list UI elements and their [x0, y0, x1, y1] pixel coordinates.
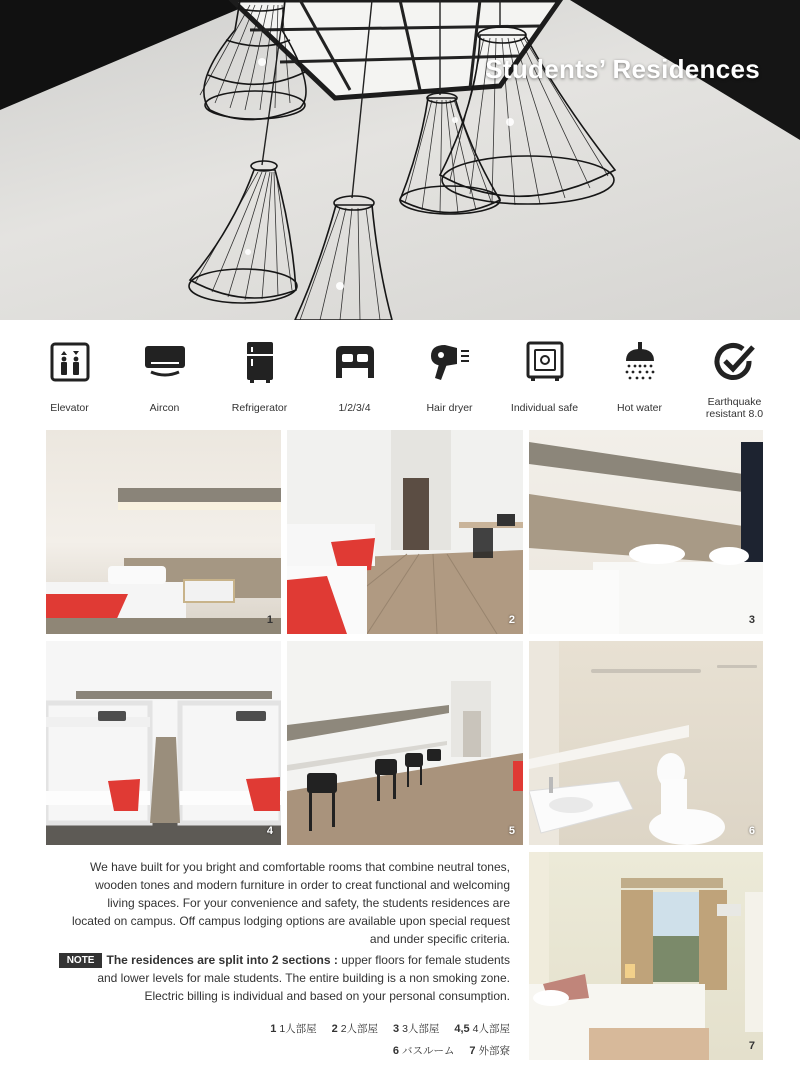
legend-number: 1	[270, 1023, 277, 1035]
amenity-label: Hair dryer	[426, 402, 473, 414]
amenity-label: Hot water	[617, 402, 662, 414]
amenity-label: 1/2/3/4	[338, 402, 371, 414]
room-photo-4	[46, 641, 281, 845]
legend-number: 4,5	[454, 1023, 470, 1035]
amenity-label: Individual safe	[510, 402, 579, 414]
shower-icon	[616, 338, 664, 386]
note-line	[48, 951, 510, 969]
amenity-safe	[497, 338, 592, 422]
legend-text: 1人部屋	[279, 1023, 317, 1035]
amenities-row	[22, 338, 782, 422]
amenity-elevator	[22, 338, 117, 422]
amenity-label: Aircon	[149, 402, 180, 414]
refrigerator-icon	[236, 338, 284, 386]
bed-icon	[331, 338, 379, 386]
photo-number: 4	[266, 825, 273, 837]
room-photo-2	[287, 430, 523, 634]
aircon-icon	[141, 338, 189, 386]
note-line: and lower levels for male students. The entire building is a non smoking zone.	[97, 971, 510, 985]
note-heading: The residences are split into 2 sections :	[106, 953, 338, 967]
photo-number: 1	[266, 614, 273, 626]
photo-number: 6	[748, 825, 755, 837]
elevator-icon	[46, 338, 94, 386]
photo-number: 7	[748, 1040, 755, 1052]
amenity-hot-water	[592, 338, 687, 422]
amenity-refrigerator	[212, 338, 307, 422]
photo-legend-row-1	[180, 1021, 510, 1036]
legend-text: 3人部屋	[402, 1023, 440, 1035]
room-photo-5	[287, 641, 523, 845]
legend-number: 7	[469, 1045, 476, 1057]
legend-text: 外部寮	[478, 1045, 510, 1057]
description-line: wooden tones and modern furniture in order to creat functional and welcoming	[95, 878, 510, 892]
pendant-lamps-illustration	[0, 0, 800, 320]
page-title: Students’ Residences	[485, 54, 760, 84]
room-photo-6	[529, 641, 763, 845]
check-icon	[711, 338, 759, 386]
hero-image	[0, 0, 800, 320]
amenity-aircon	[117, 338, 212, 422]
legend-text: 4人部屋	[472, 1023, 510, 1035]
note-text: upper floors for female students	[337, 953, 510, 967]
amenity-hair-dryer	[402, 338, 497, 422]
description-line: We have built for you bright and comfortable rooms that combine neutral tones,	[89, 860, 510, 874]
description-line: located on campus. Off campus lodging options are available upon special request	[71, 914, 510, 928]
description-paragraph	[48, 858, 510, 948]
photo-number: 5	[508, 825, 515, 837]
amenity-earthquake	[687, 338, 782, 422]
amenity-label: Refrigerator	[231, 402, 288, 414]
photo-legend-row-2	[180, 1043, 510, 1058]
amenity-label: Earthquake resistant 8.0	[705, 396, 764, 420]
legend-number: 2	[331, 1023, 338, 1035]
amenity-label: Elevator	[50, 402, 89, 414]
legend-number: 3	[392, 1023, 400, 1035]
note-paragraph	[48, 951, 510, 1005]
room-photo-7	[529, 852, 763, 1060]
note-line: Electric billing is individual and based on your personal consumption.	[144, 989, 510, 1003]
legend-number: 6	[392, 1045, 399, 1057]
photo-number: 2	[508, 614, 515, 626]
amenity-beds	[307, 338, 402, 422]
room-photo-1	[46, 430, 281, 634]
hair-dryer-icon	[426, 338, 474, 386]
description-line: and under specific criteria.	[369, 932, 510, 946]
description-line: living spaces. For your convenience and safety, the students residences are	[107, 896, 510, 910]
photo-number: 3	[748, 614, 755, 626]
note-badge: NOTE	[59, 953, 103, 968]
safe-icon	[521, 338, 569, 386]
room-photo-3	[529, 430, 763, 634]
legend-text: 2人部屋	[340, 1023, 379, 1035]
legend-text: バスルーム	[401, 1045, 455, 1057]
